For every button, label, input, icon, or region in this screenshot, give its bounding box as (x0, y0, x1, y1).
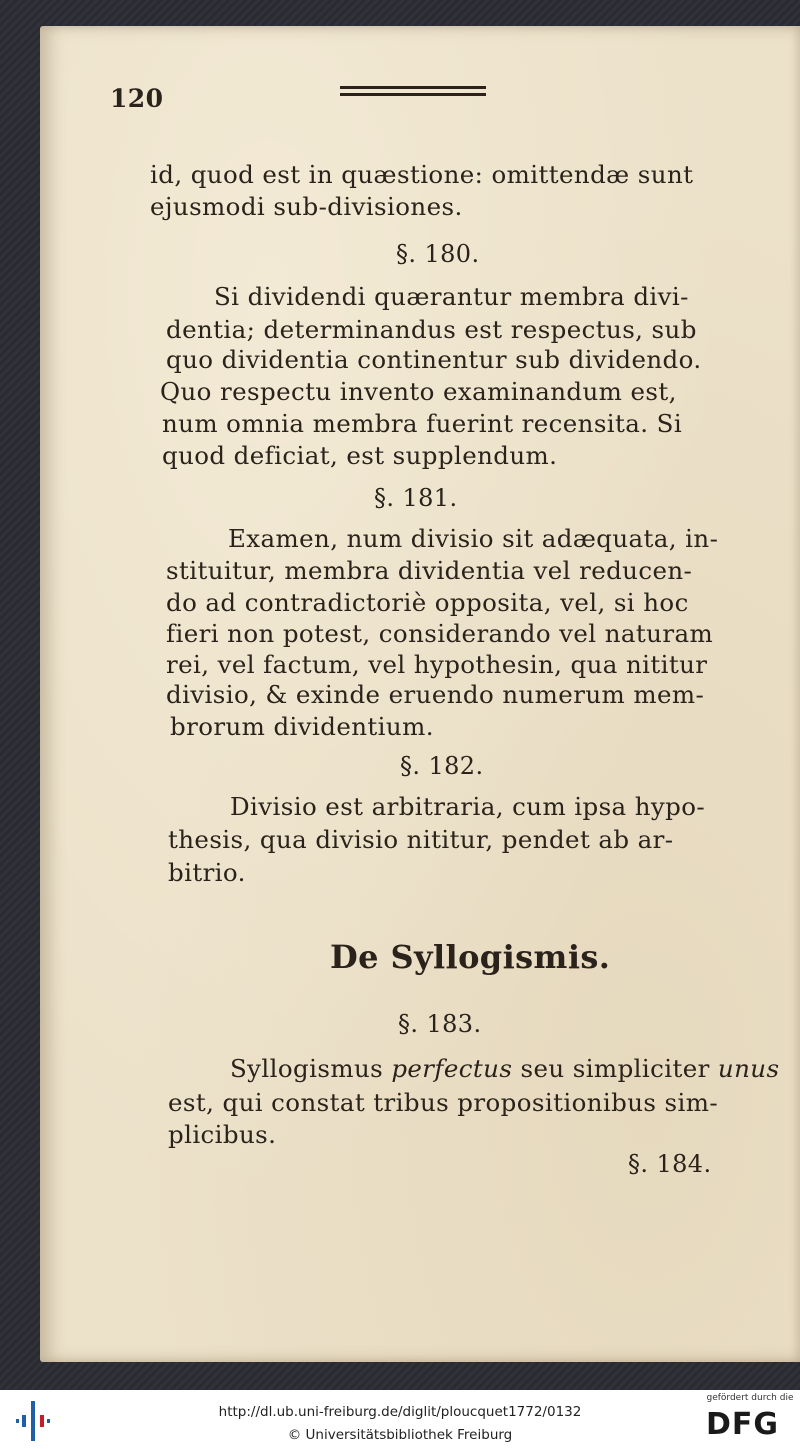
page-number: 120 (110, 84, 164, 113)
text-line: Examen, num divisio sit adæquata, in- (228, 524, 719, 553)
section-mark-183: §. 183. (398, 1010, 482, 1038)
text-line: quod deficiat, est supplendum. (162, 441, 558, 470)
section-mark-180: §. 180. (396, 240, 480, 268)
emphasized-term: unus (717, 1054, 780, 1083)
text-line: ejusmodi sub-divisiones. (150, 192, 463, 221)
text-line: brorum dividentium. (170, 712, 434, 741)
copyright-notice: © Universitätsbibliothek Freiburg (287, 1427, 513, 1443)
text-line: divisio, & exinde eruendo numerum mem- (166, 680, 705, 709)
header-rule-ornament (340, 86, 486, 100)
text-line: plicibus. (168, 1120, 277, 1149)
funding-caption: gefördert durch die (706, 1393, 794, 1403)
section-mark-181: §. 181. (374, 484, 458, 512)
text-line: dentia; determinandus est respectus, sub (166, 315, 697, 344)
section-heading: De Syllogismis. (330, 938, 611, 976)
text-line: rei, vel factum, vel hypothesin, qua nititur (166, 650, 708, 679)
text-line: id, quod est in quæstione: omittendæ sunt (150, 160, 694, 189)
text-line: fieri non potest, considerando vel naturam (166, 619, 714, 648)
text-line: Divisio est arbitraria, cum ipsa hypo- (230, 792, 706, 821)
catchword: §. 184. (628, 1150, 712, 1178)
text-line: thesis, qua divisio nititur, pendet ab ar- (168, 825, 674, 854)
text-line: quo dividentia continentur sub dividendo. (166, 345, 702, 374)
document-permalink[interactable]: http://dl.ub.uni-freiburg.de/diglit/ploucquet1772/0132 (218, 1404, 582, 1420)
text-run: Syllogismus (230, 1054, 392, 1083)
text-line: do ad contradictoriè opposita, vel, si hoc (166, 588, 689, 617)
section-mark-182: §. 182. (400, 752, 484, 780)
text-line: est, qui constat tribus propositionibus sim- (168, 1088, 719, 1117)
text-line: Si dividendi quærantur membra divi- (214, 282, 689, 311)
viewer-footer (0, 1390, 800, 1449)
funder-block (704, 1393, 796, 1447)
text-line: Quo respectu invento examinandum est, (160, 377, 677, 406)
dfg-logo: DFG (706, 1407, 780, 1442)
emphasized-term: perfectus (391, 1054, 513, 1083)
text-line: stituitur, membra dividentia vel reducen- (166, 556, 693, 585)
text-run: seu simpliciter (512, 1054, 718, 1083)
text-line: num omnia membra fuerint recensita. Si (162, 409, 683, 438)
text-line: bitrio. (168, 858, 246, 887)
text-line (230, 1054, 779, 1083)
